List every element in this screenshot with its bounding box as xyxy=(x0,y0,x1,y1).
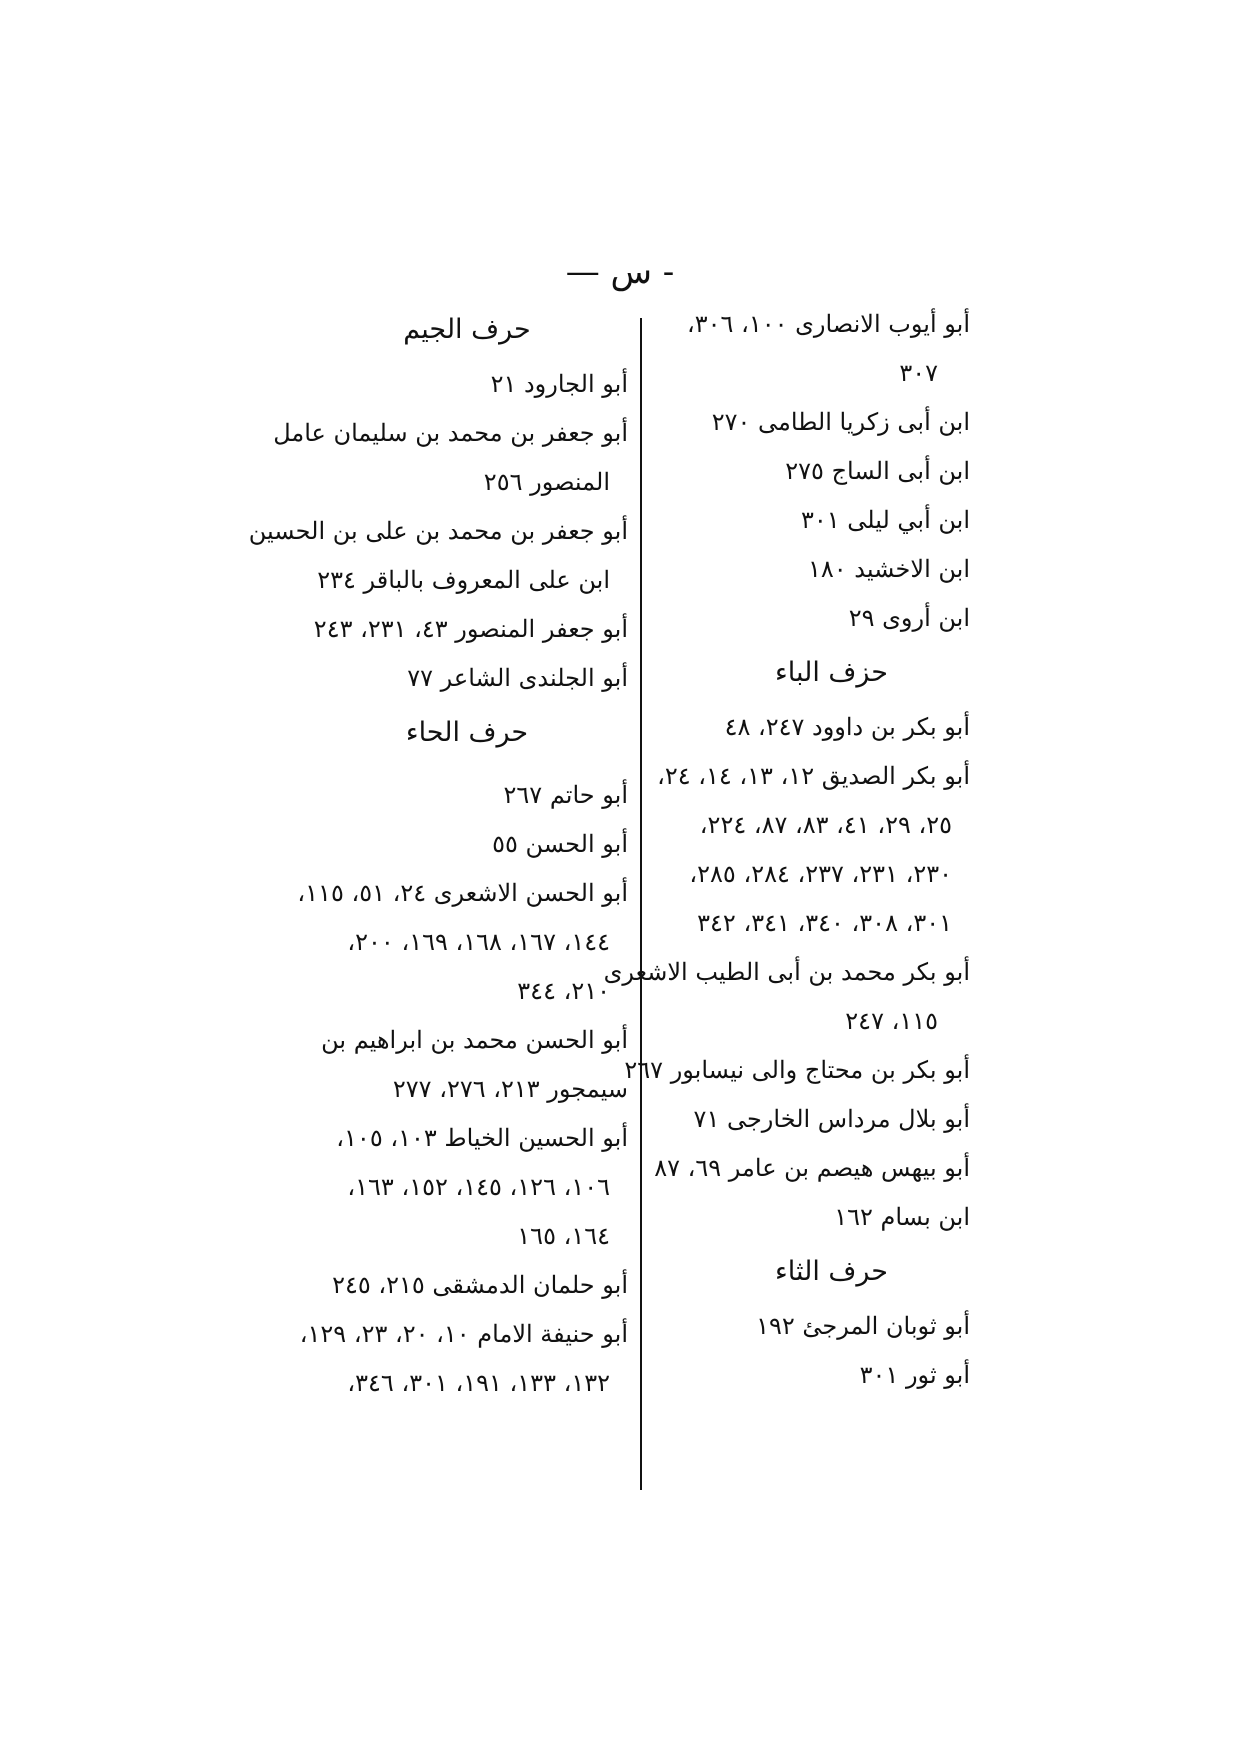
index-entry: ابن أروى ٢٩ xyxy=(848,604,970,632)
index-entry: أبو أيوب الانصارى ١٠٠، ٣٠٦، xyxy=(687,310,970,338)
section-heading-ba: حزف الباء xyxy=(775,657,888,688)
index-entry: ابن أبي ليلى ٣٠١ xyxy=(800,506,970,534)
index-entry: أبو حلمان الدمشقى ٢١٥، ٢٤٥ xyxy=(332,1271,628,1299)
page-number: - س — xyxy=(565,252,675,292)
column-divider xyxy=(640,318,642,1490)
index-entry: أبو بكر بن محتاج والى نيسابور ٢٦٧ xyxy=(624,1056,970,1084)
index-entry-continuation: ٢٣٠، ٢٣١، ٢٣٧، ٢٨٤، ٢٨٥، xyxy=(689,860,952,888)
index-entry-continuation: ٢٥، ٢٩، ٤١، ٨٣، ٨٧، ٢٢٤، xyxy=(699,811,952,839)
index-entry-continuation: ١٦٤، ١٦٥ xyxy=(517,1222,610,1250)
index-entry-continuation: ابن على المعروف بالباقر ٢٣٤ xyxy=(317,566,610,594)
section-heading-jim: حرف الجيم xyxy=(403,314,531,345)
index-entry-continuation: ٣٠٧ xyxy=(899,359,938,387)
index-entry: ابن الاخشيد ١٨٠ xyxy=(808,555,970,583)
index-entry: أبو الجلندى الشاعر ٧٧ xyxy=(407,664,628,692)
index-entry: أبو ثور ٣٠١ xyxy=(859,1361,970,1389)
index-entry-continuation: المنصور ٢٥٦ xyxy=(483,468,610,496)
index-entry-continuation: ٢١٠، ٣٤٤ xyxy=(517,977,610,1005)
index-entry: أبو بكر الصديق ١٢، ١٣، ١٤، ٢٤، xyxy=(657,762,970,790)
right-column xyxy=(603,300,970,1400)
index-entry: أبو جعفر بن محمد بن على بن الحسين xyxy=(248,517,628,545)
section-heading-tha: حرف الثاء xyxy=(775,1256,888,1287)
index-entry: أبو حاتم ٢٦٧ xyxy=(503,781,628,809)
index-entry: أبو الحسن محمد بن ابراهيم بن xyxy=(321,1026,628,1054)
index-entry: أبو بكر محمد بن أبى الطيب الاشعرى xyxy=(603,958,970,986)
index-entry: ابن أبى الساج ٢٧٥ xyxy=(785,457,970,485)
index-entry-continuation: ١١٥، ٢٤٧ xyxy=(845,1007,938,1035)
index-entry: أبو حنيفة الامام ١٠، ٢٠، ٢٣، ١٢٩، xyxy=(299,1320,628,1348)
index-entry-continuation: ١٣٢، ١٣٣، ١٩١، ٣٠١، ٣٤٦، xyxy=(347,1369,610,1397)
index-entry: ابن بسام ١٦٢ xyxy=(834,1203,970,1231)
index-entry: أبو بكر بن داوود ٢٤٧، ٤٨ xyxy=(724,713,970,741)
index-entry: أبو جعفر المنصور ٤٣، ٢٣١، ٢٤٣ xyxy=(313,615,628,643)
index-entry-continuation: ١٤٤، ١٦٧، ١٦٨، ١٦٩، ٢٠٠، xyxy=(347,928,610,956)
index-entry: أبو ثوبان المرجئ ١٩٢ xyxy=(756,1312,970,1340)
section-heading-ha: حرف الحاء xyxy=(405,717,529,748)
index-entry: أبو الجارود ٢١ xyxy=(490,370,628,398)
index-entry-continuation: ٣٠١، ٣٠٨، ٣٤٠، ٣٤١، ٣٤٢ xyxy=(697,909,952,937)
index-entry-continuation: سيمجور ٢١٣، ٢٧٦، ٢٧٧ xyxy=(392,1075,628,1103)
index-entry: ابن أبى زكريا الطامى ٢٧٠ xyxy=(711,408,970,436)
index-entry: أبو بيهس هيصم بن عامر ٦٩، ٨٧ xyxy=(654,1154,970,1182)
index-entry: أبو الحسين الخياط ١٠٣، ١٠٥، xyxy=(336,1124,628,1152)
left-column xyxy=(248,300,628,1408)
index-entry: أبو الحسن الاشعرى ٢٤، ٥١، ١١٥، xyxy=(297,879,628,907)
index-entry: أبو جعفر بن محمد بن سليمان عامل xyxy=(273,419,628,447)
spacer xyxy=(306,763,628,771)
index-entry: أبو الحسن ٥٥ xyxy=(492,830,628,858)
index-entry: أبو بلال مرداس الخارجى ٧١ xyxy=(693,1105,970,1133)
index-entry-continuation: ١٠٦، ١٢٦، ١٤٥، ١٥٢، ١٦٣، xyxy=(347,1173,610,1201)
